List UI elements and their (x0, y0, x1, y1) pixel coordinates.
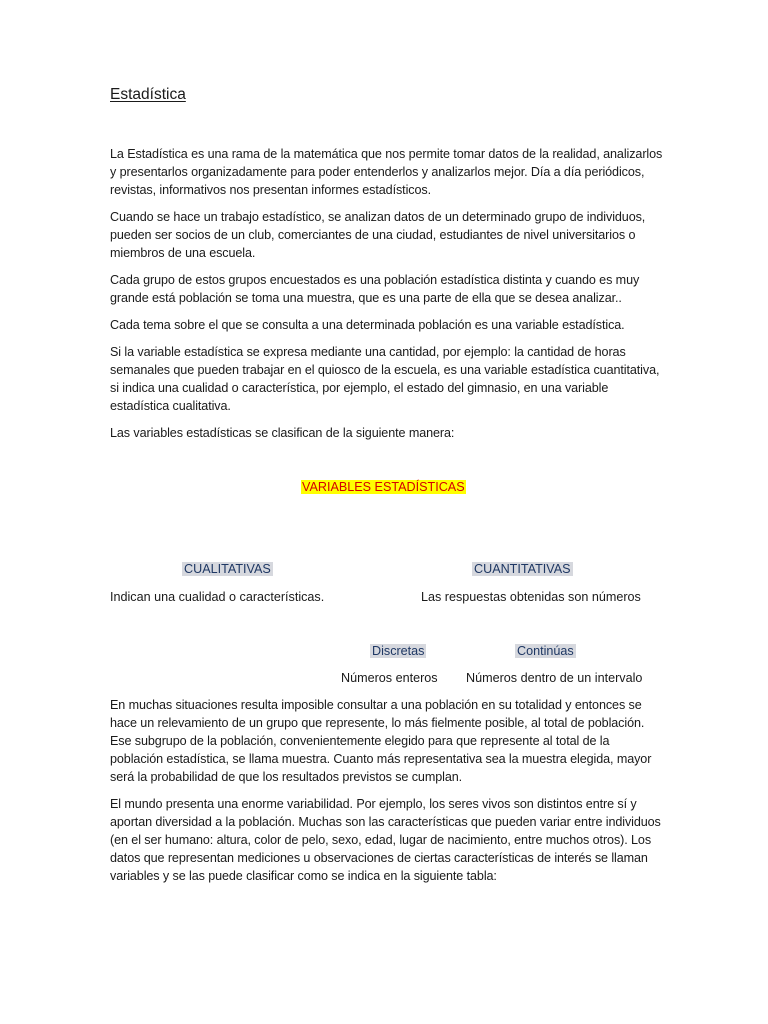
document-title: Estadística (110, 86, 186, 103)
paragraph-variable: Cada tema sobre el que se consulta a una determinada población es una variable estadística. (110, 318, 625, 332)
qualitative-highlight: CUALITATIVAS (184, 562, 271, 576)
paragraph-population: Cada grupo de estos grupos encuestados es una población estadística distinta y cuando es muy grande está población se toma una muestra, que es una parte de ella que se desea analizar.. (110, 273, 640, 305)
qualitative-label (182, 561, 273, 577)
discrete-highlight: Discretas (372, 644, 425, 658)
discrete-label (370, 643, 426, 659)
paragraph-variable-types: Si la variable estadística se expresa mediante una cantidad, por ejemplo: la cantidad de horas semanales que pueden trabajar en el quiosco de la escuela, es una variable estadística cuantitativa, si indica una cualidad o característica, por ejemplo, el estado del gimnasio, en una variable estadística cualitativa. (110, 345, 660, 413)
paragraph-data-analysis: Cuando se hace un trabajo estadístico, se analizan datos de un determinado grupo de individuos, pueden ser socios de un club, comerciantes de una ciudad, estudiantes de nivel universitarios o miembros de una escuela. (110, 210, 646, 260)
root-highlight: VARIABLES ESTADÍSTICAS (302, 480, 465, 494)
paragraph-definition: La Estadística es una rama de la matemática que nos permite tomar datos de la realidad, analizarlos y presentarlos organizadamente para poder entenderlos y analizarlos mejor. Día a día periódicos, revistas, informativos nos presentan informes estadísticos. (110, 147, 663, 197)
continuous-description: Números dentro de un intervalo (466, 671, 643, 685)
discrete-description: Números enteros (341, 671, 438, 685)
quantitative-highlight: CUANTITATIVAS (474, 562, 571, 576)
quantitative-description: Las respuestas obtenidas son números (421, 590, 641, 604)
diagram-root-label (301, 479, 466, 495)
qualitative-description: Indican una cualidad o características. (110, 590, 325, 604)
quantitative-label (472, 561, 573, 577)
continuous-highlight: Continúas (517, 644, 574, 658)
paragraph-classification-intro: Las variables estadísticas se clasifican de la siguiente manera: (110, 426, 455, 440)
paragraph-sample: En muchas situaciones resulta imposible consultar a una población en su totalidad y entonces se hace un relevamiento de un grupo que represente, lo más fielmente posible, al total de población. Ese subgrupo de la población, convenientemente elegido para que represente al total de la población estadística, se llama muestra. Cuanto más representativa sea la muestra elegida, mayor será la probabilidad de que los resultados previstos se cumplan. (110, 698, 652, 784)
paragraph-variability: El mundo presenta una enorme variabilidad. Por ejemplo, los seres vivos son distintos entre sí y aportan diversidad a la población. Muchas son las características que pueden variar entre individuos (en el ser humano: altura, color de pelo, sexo, edad, lugar de nacimiento, entre muchos otros). Los datos que representan mediciones u observaciones de ciertas características de interés se llaman variables y se las puede clasificar como se indica en la siguiente tabla: (110, 797, 661, 883)
continuous-label (515, 643, 576, 659)
